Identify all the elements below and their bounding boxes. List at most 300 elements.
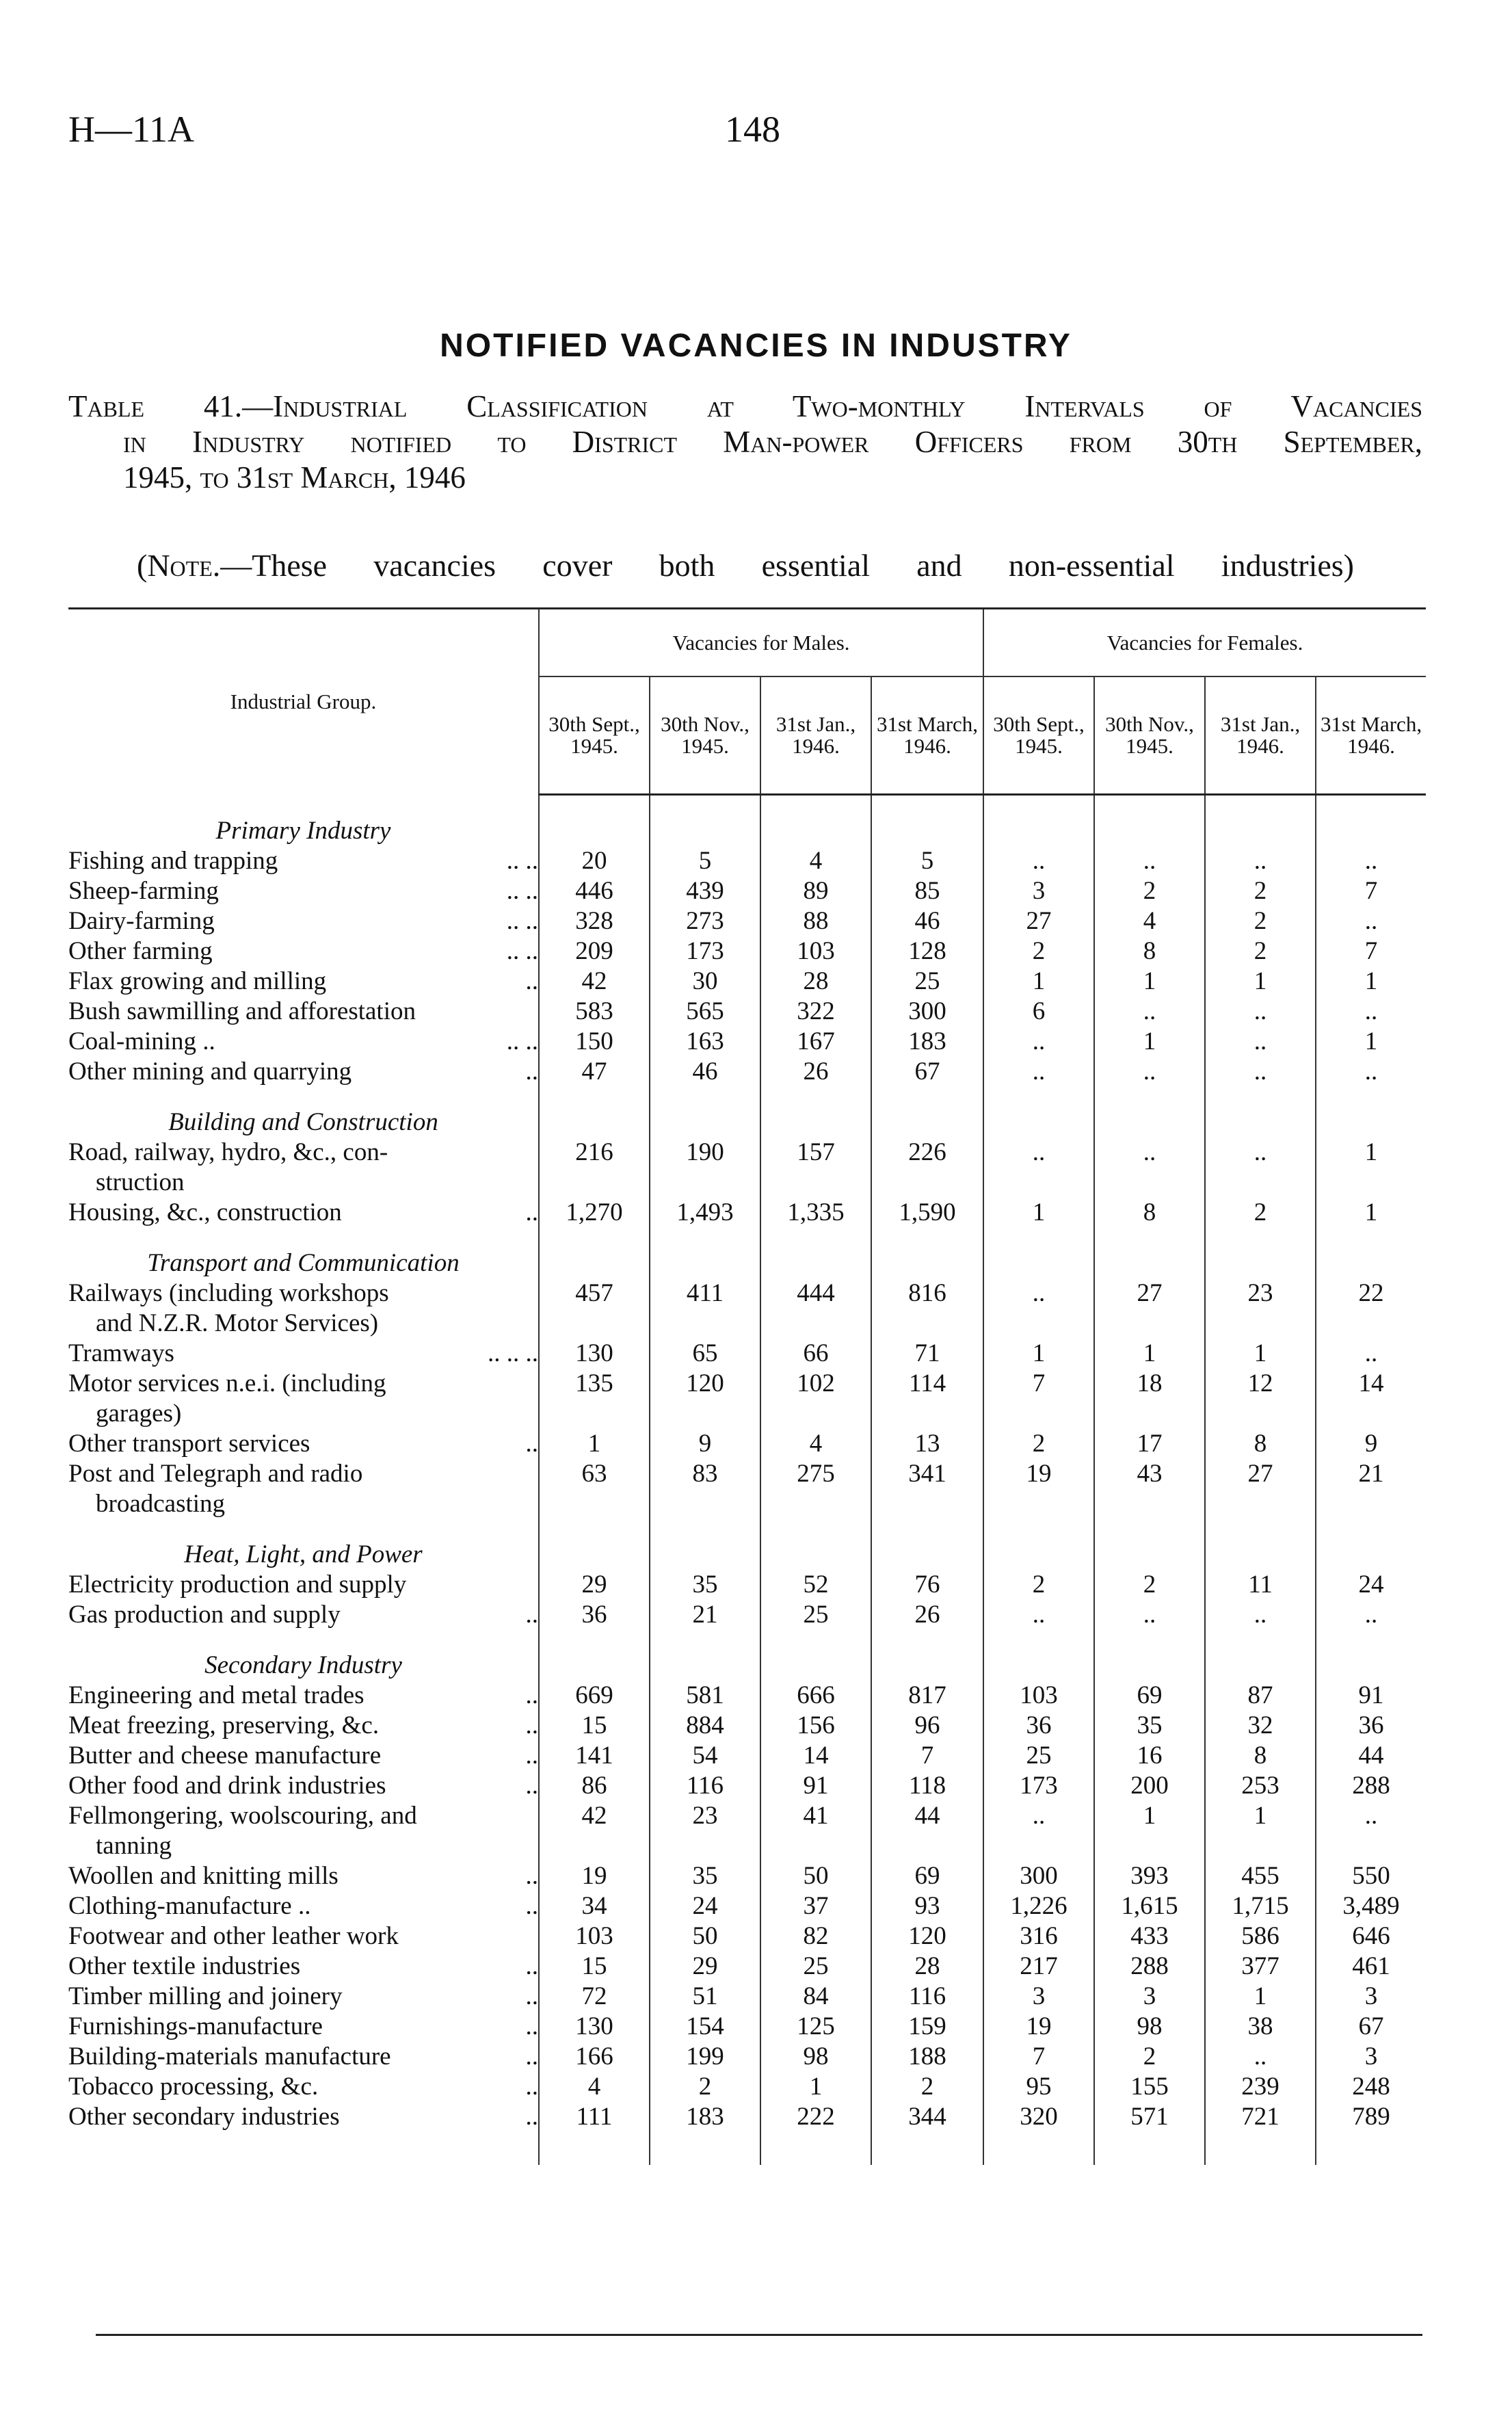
row-label-text: Tobacco processing, &c. [68, 2073, 319, 2101]
value-cell: 393 [1094, 1861, 1205, 1891]
value-cell: 455 [1205, 1861, 1316, 1891]
value-cell: 65 [650, 1339, 760, 1369]
value-cell: 3 [1094, 1982, 1205, 2012]
value-cell: 1 [1364, 1027, 1378, 1055]
table-row [68, 1138, 1426, 1198]
value-cell: 150 [539, 1027, 650, 1057]
value-cell: 9 [1364, 1430, 1378, 1458]
value-cell: 95 [983, 2072, 1094, 2102]
value-cell: 183 [650, 2102, 760, 2132]
value-cell: 12 [1205, 1369, 1316, 1429]
value-cell: 439 [650, 876, 760, 906]
value-cell: 135 [539, 1369, 650, 1429]
row-label-text: Other transport services [68, 1430, 310, 1458]
value-cell: 5 [871, 846, 983, 876]
section-heading: Primary Industry [215, 817, 391, 845]
value-cell: 2 [1094, 1570, 1205, 1600]
value-cell: 1 [983, 1339, 1094, 1369]
value-cell: 29 [650, 1952, 760, 1982]
value-cell: 17 [1094, 1429, 1205, 1459]
value-cell: 2 [1094, 876, 1205, 906]
value-cell: 43 [1094, 1459, 1205, 1519]
value-cell: .. [1364, 997, 1378, 1025]
leader-dots: .. [525, 1862, 538, 1890]
value-cell: 190 [650, 1138, 760, 1198]
table-row [68, 1198, 1426, 1228]
value-cell: 66 [760, 1339, 871, 1369]
value-cell: 98 [760, 2042, 871, 2072]
section-heading: Secondary Industry [204, 1651, 402, 1679]
value-cell: 1 [983, 967, 1094, 997]
value-cell: 35 [1094, 1711, 1205, 1741]
row-label-text: Gas production and supply [68, 1601, 341, 1629]
column-header: 31st Jan., 1946. [1205, 676, 1316, 795]
value-cell: 25 [760, 1952, 871, 1982]
row-label-text: Coal-mining .. [68, 1027, 215, 1055]
value-cell: 120 [650, 1369, 760, 1429]
table-row [68, 1459, 1426, 1519]
value-cell: .. [1205, 1138, 1316, 1198]
table-row [68, 1982, 1426, 2012]
value-cell: 46 [650, 1057, 760, 1087]
value-cell: .. [1094, 1138, 1205, 1198]
row-label [68, 1741, 539, 1771]
value-cell: 2 [1205, 876, 1316, 906]
value-cell: 1 [1364, 1198, 1378, 1226]
value-cell: 37 [760, 1891, 871, 1921]
value-cell: 8 [1205, 1429, 1316, 1459]
row-label-text: Other mining and quarrying [68, 1057, 352, 1086]
value-cell: .. [1364, 907, 1378, 935]
row-label [68, 1921, 539, 1952]
value-cell: 67 [1358, 2012, 1384, 2040]
value-cell: .. [983, 1138, 1094, 1198]
value-cell: 36 [539, 1600, 650, 1630]
value-cell: 22 [1358, 1279, 1384, 1307]
value-cell: 125 [760, 2012, 871, 2042]
value-cell: 1 [1094, 1339, 1205, 1369]
table-row [68, 967, 1426, 997]
row-label [68, 876, 539, 906]
section-heading: Building and Construction [168, 1108, 438, 1136]
table-row [68, 1278, 1426, 1339]
row-label [68, 1027, 539, 1057]
table-bottom-rule [96, 2334, 1422, 2336]
value-cell: 1 [1205, 967, 1316, 997]
row-label-text: Fellmongering, woolscouring, and [68, 1802, 417, 1830]
value-cell: 1 [760, 2072, 871, 2102]
value-cell: 1 [1094, 967, 1205, 997]
value-cell: 239 [1205, 2072, 1316, 2102]
value-cell: 1,493 [650, 1198, 760, 1228]
row-label-continuation: tanning [96, 1832, 172, 1860]
row-label-text: Railways (including workshops [68, 1279, 389, 1307]
table-row [68, 2072, 1426, 2102]
value-cell: 300 [983, 1861, 1094, 1891]
value-cell: 27 [1205, 1459, 1316, 1519]
value-cell: 86 [539, 1771, 650, 1801]
value-cell: 2 [650, 2072, 760, 2102]
value-cell: 13 [871, 1429, 983, 1459]
value-cell: 884 [650, 1711, 760, 1741]
value-cell: 154 [650, 2012, 760, 2042]
value-cell: 300 [871, 997, 983, 1027]
leader-dots: .. [525, 1681, 538, 1709]
value-cell: 2 [1205, 1198, 1316, 1228]
table-row [68, 846, 1426, 876]
page-title: NOTIFIED VACANCIES IN INDUSTRY [440, 328, 1072, 364]
value-cell: 28 [760, 967, 871, 997]
running-header [68, 108, 1450, 163]
row-label [68, 1711, 539, 1741]
table-row [68, 936, 1426, 967]
leader-dots: .. [525, 1892, 538, 1920]
value-cell: 3 [983, 876, 1094, 906]
value-cell: 28 [871, 1952, 983, 1982]
caption-line-1: Table 41.—Industrial Classification at Two-monthly Intervals of Vacancies [68, 389, 1422, 423]
value-cell: 50 [650, 1921, 760, 1952]
value-cell: 130 [539, 1339, 650, 1369]
value-cell: 2 [1205, 906, 1316, 936]
table-row [68, 1027, 1426, 1057]
value-cell: 29 [539, 1570, 650, 1600]
value-cell: 7 [1364, 877, 1378, 905]
females-header: Vacancies for Females. [983, 609, 1426, 677]
leader-dots: .. [525, 1742, 538, 1770]
leader-dots: .. [525, 1772, 538, 1800]
value-cell: 253 [1205, 1771, 1316, 1801]
leader-dots: .. [525, 1982, 538, 2010]
value-cell: 26 [871, 1600, 983, 1630]
table-row [68, 1952, 1426, 1982]
value-cell: 42 [539, 1801, 650, 1861]
value-cell: 4 [539, 2072, 650, 2102]
value-cell: 669 [539, 1681, 650, 1711]
value-cell: .. [983, 1027, 1094, 1057]
value-cell: 118 [871, 1771, 983, 1801]
value-cell: 646 [1352, 1922, 1390, 1950]
value-cell: 411 [650, 1278, 760, 1339]
value-cell: 25 [760, 1600, 871, 1630]
row-label [68, 2072, 539, 2102]
value-cell: 816 [871, 1278, 983, 1339]
row-label [68, 1339, 539, 1369]
value-cell: 38 [1205, 2012, 1316, 2042]
row-label-text: Sheep-farming [68, 877, 219, 905]
section-heading: Heat, Light, and Power [184, 1540, 423, 1568]
table-row [68, 876, 1426, 906]
table-row [68, 1429, 1426, 1459]
value-cell: 7 [871, 1741, 983, 1771]
value-cell: 116 [871, 1982, 983, 2012]
row-label-text: Engineering and metal trades [68, 1681, 364, 1709]
table-row [68, 2102, 1426, 2132]
table-row [68, 1771, 1426, 1801]
value-cell: 666 [760, 1681, 871, 1711]
value-cell: 72 [539, 1982, 650, 2012]
table-row [68, 1600, 1426, 1630]
value-cell: 76 [871, 1570, 983, 1600]
row-label-text: Post and Telegraph and radio [68, 1460, 363, 1488]
value-cell: 111 [539, 2102, 650, 2132]
value-cell: 103 [983, 1681, 1094, 1711]
row-label [68, 906, 539, 936]
column-header: 31st Jan., 1946. [760, 676, 871, 795]
table-row [68, 1057, 1426, 1087]
value-cell: 116 [650, 1771, 760, 1801]
row-label [68, 936, 539, 967]
value-cell: 4 [760, 846, 871, 876]
value-cell: 141 [539, 1741, 650, 1771]
row-label-continuation: and N.Z.R. Motor Services) [96, 1309, 379, 1337]
column-header: 30th Sept., 1945. [983, 676, 1094, 795]
value-cell: 322 [760, 997, 871, 1027]
row-label [68, 1801, 539, 1861]
value-cell: 1 [1205, 1982, 1316, 2012]
value-cell: 27 [983, 906, 1094, 936]
leader-dots: .. [525, 2103, 538, 2131]
row-label-text: Furnishings-manufacture [68, 2012, 323, 2040]
value-cell: 1 [1094, 1027, 1205, 1057]
value-cell: 103 [760, 936, 871, 967]
leader-dots: .. .. [506, 907, 538, 935]
value-cell: 461 [1352, 1952, 1390, 1980]
value-cell: 217 [983, 1952, 1094, 1982]
value-cell: 2 [983, 1429, 1094, 1459]
table-row [68, 1891, 1426, 1921]
value-cell: 7 [983, 1369, 1094, 1429]
row-label-text: Woollen and knitting mills [68, 1862, 339, 1890]
value-cell: 2 [983, 936, 1094, 967]
column-header: 31st March, 1946. [871, 676, 983, 795]
table-row [68, 1861, 1426, 1891]
value-cell: 1,715 [1205, 1891, 1316, 1921]
leader-dots: .. [525, 1952, 538, 1980]
value-cell: .. [1205, 2042, 1316, 2072]
leader-dots: .. .. [506, 847, 538, 875]
row-label-text: Other food and drink industries [68, 1772, 386, 1800]
value-cell: 1 [983, 1198, 1094, 1228]
value-cell: 71 [871, 1339, 983, 1369]
value-cell: 446 [539, 876, 650, 906]
value-cell: 155 [1094, 2072, 1205, 2102]
value-cell: 21 [1358, 1460, 1384, 1488]
value-cell: 433 [1094, 1921, 1205, 1952]
value-cell: 41 [760, 1801, 871, 1861]
value-cell: .. [983, 1057, 1094, 1087]
value-cell: 209 [539, 936, 650, 967]
value-cell: 581 [650, 1681, 760, 1711]
leader-dots: .. [525, 1601, 538, 1629]
value-cell: .. [1205, 1057, 1316, 1087]
value-cell: 20 [539, 846, 650, 876]
value-cell: 457 [539, 1278, 650, 1339]
value-cell: 30 [650, 967, 760, 997]
value-cell: 159 [871, 2012, 983, 2042]
value-cell: 98 [1094, 2012, 1205, 2042]
table-row [68, 2042, 1426, 2072]
value-cell: 275 [760, 1459, 871, 1519]
value-cell: 1 [1094, 1801, 1205, 1861]
value-cell: 817 [871, 1681, 983, 1711]
value-cell: 14 [760, 1741, 871, 1771]
value-cell: 89 [760, 876, 871, 906]
value-cell: 550 [1352, 1862, 1390, 1890]
row-label [68, 2042, 539, 2072]
leader-dots: .. [525, 1430, 538, 1458]
row-label-text: Motor services n.e.i. (including [68, 1369, 386, 1397]
value-cell: 565 [650, 997, 760, 1027]
value-cell: 3 [983, 1982, 1094, 2012]
value-cell: 16 [1094, 1741, 1205, 1771]
value-cell: 377 [1205, 1952, 1316, 1982]
row-label-text: Meat freezing, preserving, &c. [68, 1711, 380, 1739]
value-cell: .. [1094, 846, 1205, 876]
value-cell: .. [1205, 1027, 1316, 1057]
value-cell: 47 [539, 1057, 650, 1087]
value-cell: 1 [1205, 1339, 1316, 1369]
table-note: (Note.—These vacancies cover both essential and non-essential industries) [137, 548, 1354, 583]
value-cell: 1,615 [1094, 1891, 1205, 1921]
value-cell: 2 [983, 1570, 1094, 1600]
leader-dots: .. [525, 967, 538, 995]
value-cell: 11 [1205, 1570, 1316, 1600]
value-cell: 63 [539, 1459, 650, 1519]
value-cell: 167 [760, 1027, 871, 1057]
row-label-text: Building-materials manufacture [68, 2042, 391, 2071]
row-label-text: Road, railway, hydro, &c., con- [68, 1138, 388, 1166]
row-label [68, 1952, 539, 1982]
value-cell: 789 [1352, 2103, 1390, 2131]
section-heading: Transport and Communication [147, 1249, 460, 1277]
leader-dots: .. .. [506, 1027, 538, 1055]
leader-dots: .. .. [506, 877, 538, 905]
value-cell: 19 [983, 1459, 1094, 1519]
row-label [68, 1861, 539, 1891]
row-label-text: Footwear and other leather work [68, 1922, 399, 1950]
row-label-text: Clothing-manufacture .. [68, 1892, 311, 1920]
value-cell: 7 [983, 2042, 1094, 2072]
row-label [68, 1057, 539, 1087]
value-cell: 51 [650, 1982, 760, 2012]
value-cell: 36 [983, 1711, 1094, 1741]
value-cell: 15 [539, 1952, 650, 1982]
value-cell: 328 [539, 906, 650, 936]
row-label-continuation: struction [96, 1168, 185, 1196]
row-label [68, 846, 539, 876]
value-cell: 91 [760, 1771, 871, 1801]
row-label [68, 1459, 539, 1519]
value-cell: 128 [871, 936, 983, 967]
table-row [68, 1681, 1426, 1711]
row-label-text: Bush sawmilling and afforestation [68, 997, 416, 1025]
value-cell: .. [1364, 1339, 1378, 1367]
row-label-continuation: broadcasting [96, 1490, 226, 1518]
value-cell: 1 [539, 1429, 650, 1459]
value-cell: .. [1364, 847, 1378, 875]
row-label [68, 1570, 539, 1600]
table-caption [68, 389, 1422, 495]
value-cell: 157 [760, 1138, 871, 1198]
row-label [68, 1429, 539, 1459]
value-cell: 67 [871, 1057, 983, 1087]
value-cell: .. [1205, 1600, 1316, 1630]
leader-dots: .. [525, 1057, 538, 1086]
value-cell: 341 [871, 1459, 983, 1519]
value-cell: .. [1094, 1600, 1205, 1630]
value-cell: 96 [871, 1711, 983, 1741]
value-cell: 1 [1364, 1138, 1378, 1166]
value-cell: 23 [1205, 1278, 1316, 1339]
table-row [68, 906, 1426, 936]
value-cell: 8 [1094, 936, 1205, 967]
males-header: Vacancies for Males. [539, 609, 983, 677]
row-label [68, 967, 539, 997]
row-label [68, 997, 539, 1027]
value-cell: 25 [983, 1741, 1094, 1771]
value-cell: .. [1364, 1802, 1378, 1830]
value-cell: 69 [871, 1861, 983, 1891]
value-cell: 54 [650, 1741, 760, 1771]
value-cell: 583 [539, 997, 650, 1027]
value-cell: 44 [1358, 1742, 1384, 1770]
value-cell: 87 [1205, 1681, 1316, 1711]
row-label [68, 1681, 539, 1711]
row-label-text: Tramways [68, 1339, 174, 1367]
value-cell: 82 [760, 1921, 871, 1952]
value-cell: 21 [650, 1600, 760, 1630]
value-cell: .. [1364, 1601, 1378, 1629]
value-cell: 130 [539, 2012, 650, 2042]
value-cell: .. [1094, 1057, 1205, 1087]
row-label [68, 1278, 539, 1339]
value-cell: .. [1205, 997, 1316, 1027]
value-cell: 199 [650, 2042, 760, 2072]
value-cell: 91 [1358, 1681, 1384, 1709]
value-cell: 35 [650, 1861, 760, 1891]
value-cell: 4 [1094, 906, 1205, 936]
vacancies-table [68, 607, 1426, 2165]
value-cell: 19 [983, 2012, 1094, 2042]
row-label [68, 1138, 539, 1198]
table-row [68, 1570, 1426, 1600]
value-cell: 44 [871, 1801, 983, 1861]
value-cell: 50 [760, 1861, 871, 1891]
value-cell: 24 [1358, 1571, 1384, 1599]
row-label-text: Other farming [68, 937, 213, 965]
value-cell: 93 [871, 1891, 983, 1921]
value-cell: 4 [760, 1429, 871, 1459]
value-cell: .. [1364, 1057, 1378, 1086]
table-row [68, 2012, 1426, 2042]
table-row [68, 1711, 1426, 1741]
value-cell: 84 [760, 1982, 871, 2012]
value-cell: 200 [1094, 1771, 1205, 1801]
column-header: 31st March, 1946. [1316, 676, 1426, 795]
value-cell: 1,270 [539, 1198, 650, 1228]
row-label-text: Other textile industries [68, 1952, 301, 1980]
value-cell: 23 [650, 1801, 760, 1861]
table-row [68, 1741, 1426, 1771]
value-cell: 52 [760, 1570, 871, 1600]
value-cell: 3 [1364, 2042, 1378, 2071]
value-cell: 1,226 [983, 1891, 1094, 1921]
row-label [68, 2102, 539, 2132]
value-cell: 444 [760, 1278, 871, 1339]
value-cell: .. [1094, 997, 1205, 1027]
page-number: 148 [725, 109, 780, 150]
value-cell: 344 [871, 2102, 983, 2132]
